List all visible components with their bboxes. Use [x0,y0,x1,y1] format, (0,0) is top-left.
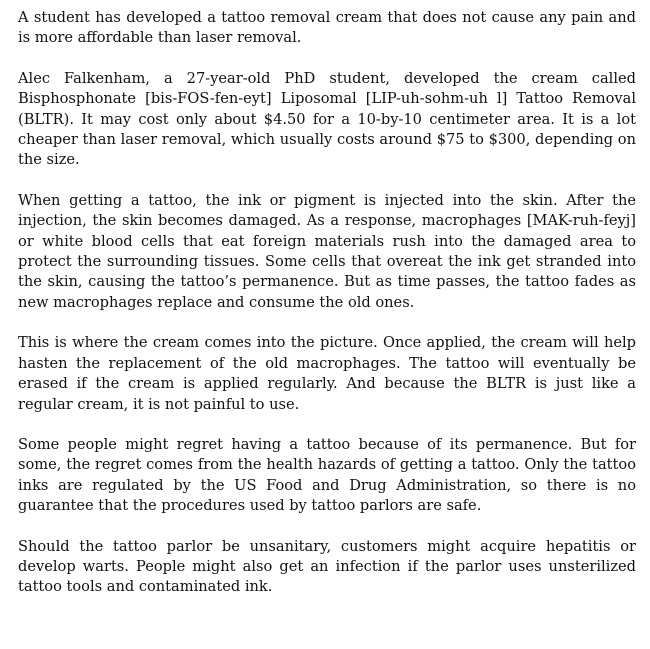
paragraph-health-risks: Should the tattoo parlor be unsanitary, customers might acquire hepatitis or develop warts. People might also get an infection if the parlor uses unsterilized tattoo tools and contaminated ink. [18,537,636,596]
paragraph-developer: Alec Falkenham, a 27-year-old PhD student, developed the cream called Bisphosphonate [bis-FOS-fen-eyt] Liposomal [LIP-uh-sohm-uh l] Tattoo Removal (BLTR). It may cost only about $4.50 for a 10-by-10 centimeter area. It is a lot cheaper than laser removal, which usually costs around $75 to $300, depending on the size. [18,69,636,169]
paragraph-intro: A student has developed a tattoo removal cream that does not cause any pain and is more affordable than laser removal. [18,9,636,47]
paragraph-how-tattoos-work: When getting a tattoo, the ink or pigment is injected into the skin. After the injection, the skin becomes damaged. As a response, macrophages [MAK-ruh-feyj] or white blood cells that eat foreign materials rush into the damaged area to protect the surrounding tissues. Some cells that overeat the ink get stranded into the skin, causing the tattoo’s permanence. But as time passes, the tattoo fades as new macrophages replace and consume the old ones. [18,191,636,311]
paragraph-cream-function: This is where the cream comes into the picture. Once applied, the cream will help hasten the replacement of the old macrophages. The tattoo will eventually be erased if the cream is applied regularly. And because the BLTR is just like a regular cream, it is not painful to use. [18,334,636,413]
article-body [18,8,636,618]
paragraph-regret: Some people might regret having a tattoo because of its permanence. But for some, the regret comes from the health hazards of getting a tattoo. Only the tattoo inks are regulated by the US Food and Drug Administration, so there is no guarantee that the procedures used by tattoo parlors are safe. [18,435,636,515]
